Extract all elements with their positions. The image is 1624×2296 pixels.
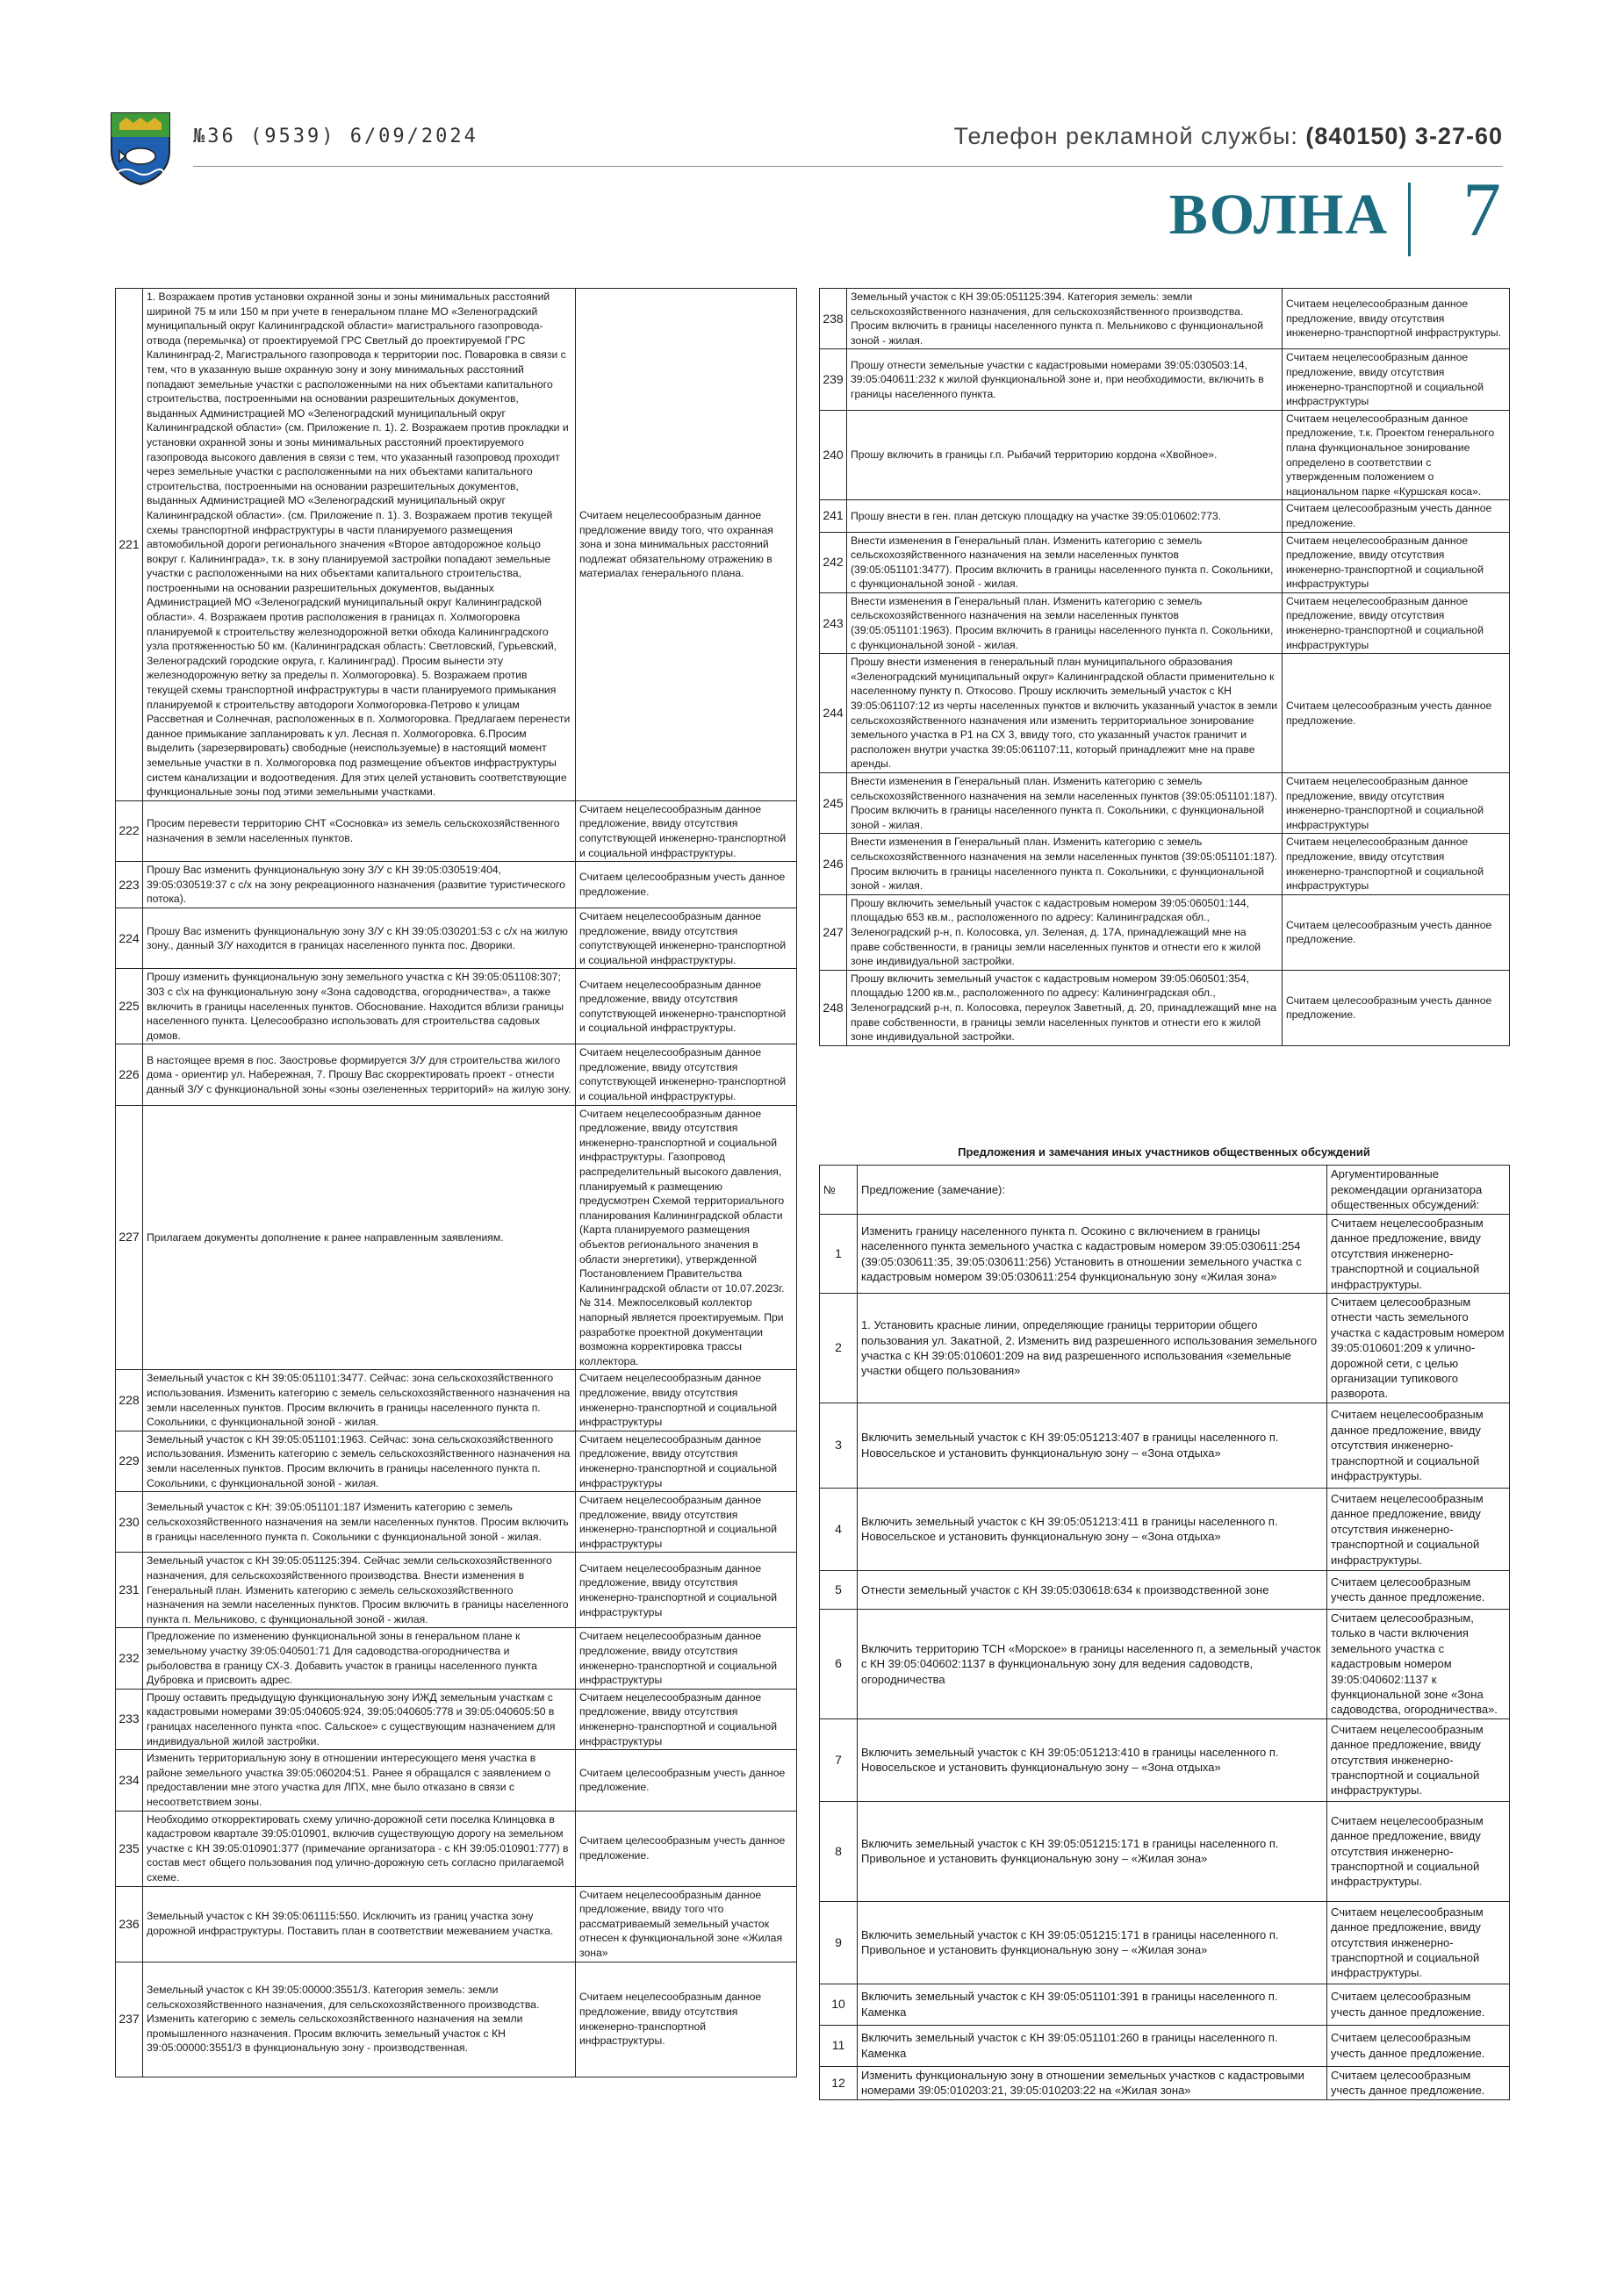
- row-number: 6: [820, 1609, 858, 1718]
- participant-row: [820, 1801, 1510, 1901]
- recommendation-text: Считаем целесообразным учесть данное предложение.: [1327, 2025, 1510, 2066]
- recommendation-text: Считаем целесообразным, только в части включения земельного участка с кадастровым номером 39:05:040602:1137 к функциональной зоне «Зона садоводства, огородничества».: [1327, 1609, 1510, 1718]
- row-number: 227: [116, 1105, 143, 1370]
- recommendation-text: Считаем целесообразным учесть данное предложение.: [1327, 2066, 1510, 2099]
- proposal-text: Прошу отнести земельные участки с кадастровыми номерами 39:05:030503:14, 39:05:040611:232 к жилой функциональной зоне и, при необходимости, включить в границы населенного пункта.: [847, 349, 1283, 410]
- recommendation-text: Считаем целесообразным учесть данное предложение.: [1283, 894, 1510, 970]
- proposal-text: Прошу включить в границы г.п. Рыбачий территорию кордона «Хвойное».: [847, 410, 1283, 500]
- row-number: 223: [116, 862, 143, 908]
- table-row: [820, 532, 1510, 592]
- row-number: 235: [116, 1811, 143, 1886]
- table-row: [116, 1962, 797, 2077]
- row-number: 11: [820, 2025, 858, 2066]
- row-number: 237: [116, 1962, 143, 2077]
- proposal-text: Земельный участок с КН: 39:05:051101:187 Изменить категорию с земель сельскохозяйственного назначения на земли населенных пунктов. Просим включить в границы населенного пункта п. Сокольники с функциональной зоной - жилая.: [143, 1492, 576, 1553]
- table-row: [116, 862, 797, 908]
- recommendation-text: Считаем нецелесообразным данное предложение, ввиду отсутствия инженерно-транспортной и социальной инфраструктуры: [576, 1431, 797, 1491]
- ad-phone-label: Телефон рекламной службы:: [953, 123, 1298, 149]
- table-row: [116, 1811, 797, 1886]
- participant-row: [820, 1901, 1510, 1984]
- row-number: 12: [820, 2066, 858, 2099]
- row-number: 225: [116, 969, 143, 1044]
- table-row: [820, 654, 1510, 773]
- proposal-text: Включить территорию ТСН «Морское» в границы населенного п, а земельный участок с КН 39:05:040602:1137 в функциональную зону для ведения садоводств, огородничества: [858, 1609, 1327, 1718]
- row-number: 231: [116, 1553, 143, 1628]
- recommendation-text: Считаем нецелесообразным данное предложение, ввиду отсутствия инженерно-транспортной и социальной инфраструктуры.: [1327, 1718, 1510, 1801]
- other-participants-table: [819, 1165, 1510, 2100]
- row-number: 7: [820, 1718, 858, 1801]
- row-number: 222: [116, 800, 143, 861]
- table-row: [820, 410, 1510, 500]
- proposal-text: Прошу Вас изменить функциональную зону З/У с КН 39:05:030201:53 с с/х на жилую зону., данный З/У находится в границах населенного пункта пос. Дворики.: [143, 908, 576, 968]
- proposal-text: В настоящее время в пос. Заостровье формируется З/У для строительства жилого дома - ориентир ул. Набережная, 7. Прошу Вас скорректировать проект - отнести данный З/У с функциональной зоны «зоны озелененных территорий» на жилую зону.: [143, 1044, 576, 1105]
- proposal-text: Земельный участок с КН 39:05:061115:550. Исключить из границ участка зону дорожной инфраструктуры. Поставить план в соответствии межеванием участка.: [143, 1886, 576, 1962]
- recommendation-text: Считаем нецелесообразным данное предложение, ввиду отсутствия инженерно-транспортной и социальной инфраструктуры: [576, 1689, 797, 1749]
- recommendation-text: Считаем нецелесообразным данное предложение, ввиду отсутствия инженерно-транспортной и социальной инфраструктуры: [576, 1492, 797, 1553]
- table-row: [820, 834, 1510, 894]
- header-recommendation: Аргументированные рекомендации организатора общественных обсуждений:: [1327, 1166, 1510, 1215]
- proposal-text: Включить земельный участок с КН 39:05:051213:411 в границы населенного п. Новосельское и установить функциональную зону – «Зона отдыха»: [858, 1488, 1327, 1570]
- recommendation-text: Считаем целесообразным учесть данное предложение.: [1283, 500, 1510, 532]
- proposal-text: Прошу включить земельный участок с кадастровым номером 39:05:060501:144, площадью 653 кв.м., расположенного по адресу: Калининградская обл., Зеленоградский р-н, п. Колосовка, ул. Зеленая, д. 17А, принадлежащий мне на праве собственности, в границы земли населенных пунктов и отнести его к жилой зоне индивидуальной застройки.: [847, 894, 1283, 970]
- table-row: [116, 908, 797, 968]
- row-number: 9: [820, 1901, 858, 1984]
- participant-row: [820, 1718, 1510, 1801]
- proposal-text: Земельный участок с КН 39:05:051101:1963. Сейчас: зона сельскохозяйственного использования. Изменить категорию с земель сельскохозяйственного назначения на земли населенных пунктов. Просим включить в границы населенного пункта п. Сокольники, с функциональной зоной - жилая.: [143, 1431, 576, 1491]
- table-row: [820, 894, 1510, 970]
- recommendation-text: Считаем целесообразным учесть данное предложение.: [1327, 1984, 1510, 2025]
- row-number: 221: [116, 289, 143, 801]
- table-row: [820, 592, 1510, 653]
- table-row: [116, 1628, 797, 1689]
- proposal-text: Внести изменения в Генеральный план. Изменить категорию с земель сельскохозяйственного назначения на земли населенных пунктов (39:05:051101:1963). Просим включить в границы населенного пункта п. Сокольники, с функциональной зоной - жилая.: [847, 592, 1283, 653]
- participant-row: [820, 1984, 1510, 2025]
- recommendation-text: Считаем целесообразным учесть данное предложение.: [576, 862, 797, 908]
- row-number: 248: [820, 970, 847, 1045]
- recommendation-text: Считаем нецелесообразным данное предложение, ввиду отсутствия инженерно-транспортной и социальной инфраструктуры.: [1327, 1801, 1510, 1901]
- recommendation-text: Считаем нецелесообразным данное предложение, ввиду отсутствия сопутствующей инженерно-транспортной и социальной инфраструктуры.: [576, 1044, 797, 1105]
- proposal-text: Прошу Вас изменить функциональную зону З/У с КН 39:05:030519:404, 39:05:030519:37 с с/х на зону рекреационного назначения (развитие туристического потока).: [143, 862, 576, 908]
- proposal-text: Изменить границу населенного пункта п. Осокино с включением в границы населенного пункта земельного участка с кадастровым номером 39:05:030611:254 (39:05:030611:35, 39:05:030611:256) Установить в отношении земельного участка с кадастровым номером 39:05:030611:254 функциональную зону «Жилая зона»: [858, 1215, 1327, 1294]
- row-number: 224: [116, 908, 143, 968]
- table-row: [116, 1370, 797, 1431]
- row-number: 8: [820, 1801, 858, 1901]
- recommendation-text: Считаем нецелесообразным данное предложение, ввиду отсутствия сопутствующей инженерно-транспортной и социальной инфраструктуры.: [576, 908, 797, 968]
- proposal-text: Включить земельный участок с КН 39:05:051215:171 в границы населенного п. Привольное и установить функциональную зону – «Жилая зона»: [858, 1901, 1327, 1984]
- table-row: [820, 289, 1510, 349]
- coat-of-arms-logo: [109, 111, 172, 186]
- recommendation-text: Считаем нецелесообразным данное предложение, т.к. Проектом генерального плана функциональное зонирование определено в соответствии с утвержденным положением о национальном парке «Куршская коса».: [1283, 410, 1510, 500]
- table-row: [116, 800, 797, 861]
- recommendation-text: Считаем целесообразным учесть данное предложение.: [1283, 970, 1510, 1045]
- recommendation-text: Считаем нецелесообразным данное предложение, ввиду того что рассматриваемый земельный участок отнесен к функциональной зоне «Жилая зона»: [576, 1886, 797, 1962]
- participant-row: [820, 2025, 1510, 2066]
- row-number: 1: [820, 1215, 858, 1294]
- proposal-text: Земельный участок с КН 39:05:051125:394. Сейчас земли сельскохозяйственного назначения, для сельскохозяйственного производства. Внести изменения в Генеральный план. Изменить категорию с земель сельскохозяйственного назначения на земли населенных пунктов. Просим включить в границы населенного пункта п. Мельниково, с функциональной зоной - жилая.: [143, 1553, 576, 1628]
- table-row: [116, 1553, 797, 1628]
- recommendation-text: Считаем нецелесообразным данное предложение, ввиду отсутствия сопутствующей инженерно-транспортной и социальной инфраструктуры.: [576, 969, 797, 1044]
- table-row: [116, 289, 797, 801]
- recommendation-text: Считаем нецелесообразным данное предложение, ввиду отсутствия инженерно-транспортной и социальной инфраструктуры.: [1327, 1215, 1510, 1294]
- proposal-text: Включить земельный участок с КН 39:05:051213:410 в границы населенного п. Новосельское и установить функциональную зону – «Зона отдыха»: [858, 1718, 1327, 1801]
- recommendation-text: Считаем нецелесообразным данное предложение, ввиду отсутствия инженерно-транспортной и социальной инфраструктуры: [1283, 532, 1510, 592]
- recommendation-text: Считаем нецелесообразным данное предложение, ввиду отсутствия инженерно-транспортной и социальной инфраструктуры: [576, 1553, 797, 1628]
- participant-row: [820, 1570, 1510, 1609]
- table-row: [820, 970, 1510, 1045]
- recommendation-text: Считаем нецелесообразным данное предложение, ввиду отсутствия инженерно-транспортной и социальной инфраструктуры. Газопровод распределительный высокого давления, планируемый к размещению предусмотрен Схемой территориального планирования Калининградской области (Карта планируемого размещения объектов регионального значения в области энергетики), утвержденной Постановлением Правительства Калининградской области от 10.07.2023г. № 314. Межпоселковый коллектор напорный является проектируемым. При разработке проектной документации возможна корректировка трассы коллектора.: [576, 1105, 797, 1370]
- recommendation-text: Считаем нецелесообразным данное предложение, ввиду отсутствия сопутствующей инженерно-транспортной и социальной инфраструктуры.: [576, 800, 797, 861]
- row-number: 230: [116, 1492, 143, 1553]
- table-row: [820, 500, 1510, 532]
- table-row: [116, 1044, 797, 1105]
- row-number: 10: [820, 1984, 858, 2025]
- recommendation-text: Считаем целесообразным отнести часть земельного участка с кадастровым номером 39:05:010601:209 к улично-дорожной сети, с целью организации тупикового разворота.: [1327, 1294, 1510, 1403]
- proposal-text: Включить земельный участок с КН 39:05:051101:391 в границы населенного п. Каменка: [858, 1984, 1327, 2025]
- proposal-text: Прошу внести в ген. план детскую площадку на участке 39:05:010602:773.: [847, 500, 1283, 532]
- table-row: [116, 1689, 797, 1749]
- table-header-row: [820, 1166, 1510, 1215]
- participant-row: [820, 1294, 1510, 1403]
- proposal-text: Изменить территориальную зону в отношении интересующего меня участка в районе земельного участка 39:05:060204:51. Ранее я обращался с заявлением о предоставлении мне этого участка для ЛПХ, мне было отказано в связи с несоответствием зоны.: [143, 1750, 576, 1811]
- table-row: [820, 349, 1510, 410]
- table-row: [116, 1750, 797, 1811]
- row-number: 247: [820, 894, 847, 970]
- recommendation-text: Считаем нецелесообразным данное предложение, ввиду отсутствия инженерно-транспортной и социальной инфраструктуры.: [1327, 1488, 1510, 1570]
- row-number: 245: [820, 773, 847, 834]
- row-number: 233: [116, 1689, 143, 1749]
- recommendation-text: Считаем нецелесообразным данное предложение, ввиду отсутствия инженерно-транспортной и социальной инфраструктуры.: [1327, 1403, 1510, 1488]
- proposal-text: Внести изменения в Генеральный план. Изменить категорию с земель сельскохозяйственного назначения на земли населенных пунктов (39:05:051101:187). Просим включить в границы населенного пункта п. Сокольники, с функциональной зоной - жилая.: [847, 773, 1283, 834]
- recommendation-text: Считаем целесообразным учесть данное предложение.: [576, 1750, 797, 1811]
- row-number: 242: [820, 532, 847, 592]
- proposal-text: Включить земельный участок с КН 39:05:051213:407 в границы населенного п. Новосельское и установить функциональную зону – «Зона отдыха»: [858, 1403, 1327, 1488]
- proposal-text: Прошу внести изменения в генеральный план муниципального образования «Зеленоградский муниципальный округ» Калининградской области применительно к населенному пункту п. Откосово. Прошу исключить земельный участок с КН 39:05:061107:12 из черты населенных пунктов и включить указанный участок в земли сельскохозяйственного назначения или изменить территориальное зонирование земельного участка в Р1 на СХ 3, ввиду того, сто указанный участок граничит и расположен внутри участка 39:05:061107:11, который принадлежит мне на праве аренды.: [847, 654, 1283, 773]
- proposal-text: Прошу оставить предыдущую функциональную зону ИЖД земельным участкам с кадастровыми номерами 39:05:040605:924, 39:05:040605:778 и 39:05:040605:50 в границах населенного пункта «пос. Сальское» с существующим назначением для индивидуальной жилой застройки.: [143, 1689, 576, 1749]
- row-number: 226: [116, 1044, 143, 1105]
- proposal-text: Включить земельный участок с КН 39:05:051101:260 в границы населенного п. Каменка: [858, 2025, 1327, 2066]
- proposal-text: Просим перевести территорию СНТ «Сосновка» из земель сельскохозяйственного назначения в земли населенных пунктов.: [143, 800, 576, 861]
- row-number: 241: [820, 500, 847, 532]
- row-number: 246: [820, 834, 847, 894]
- proposal-text: Земельный участок с КН 39:05:051125:394. Категория земель: земли сельскохозяйственного назначения, для сельскохозяйственного производства. Просим включить в границы населенного пункта п. Мельниково с функциональной зоной - жилая.: [847, 289, 1283, 349]
- proposal-text: Внести изменения в Генеральный план. Изменить категорию с земель сельскохозяйственного назначения на земли населенных пунктов (39:05:051101:187). Просим включить в границы населенного пункта п. Сокольники, с функциональной зоной - жилая.: [847, 834, 1283, 894]
- row-number: 244: [820, 654, 847, 773]
- proposal-text: Изменить функциональную зону в отношении земельных участков с кадастровыми номерами 39:05:010203:21, 39:05:010203:22 на «Жилая зона»: [858, 2066, 1327, 2099]
- row-number: 229: [116, 1431, 143, 1491]
- recommendation-text: Считаем нецелесообразным данное предложение, ввиду отсутствия инженерно-транспортной и социальной инфраструктуры: [1283, 834, 1510, 894]
- header-number: №: [820, 1166, 858, 1215]
- participant-row: [820, 1215, 1510, 1294]
- table-row: [116, 1431, 797, 1491]
- proposal-text: Прилагаем документы дополнение к ранее направленным заявлениям.: [143, 1105, 576, 1370]
- recommendation-text: Считаем целесообразным учесть данное предложение.: [576, 1811, 797, 1886]
- proposal-text: Предложение по изменению функциональной зоны в генеральном плане к земельному участку 39:05:040501:71 Для садоводства-огородничества и рыболовства в границу СХ-3. Добавить участок в границы населенного пункта Дубровка и присвоить адрес.: [143, 1628, 576, 1689]
- masthead-separator: [1408, 183, 1411, 256]
- participant-row: [820, 1403, 1510, 1488]
- row-number: 2: [820, 1294, 858, 1403]
- proposal-text: Земельный участок с КН 39:05:051101:3477. Сейчас: зона сельскохозяйственного использования. Изменить категорию с земель сельскохозяйственного назначения на земли населенных пунктов. Просим включить в границы населенного пункта п. Сокольники, с функциональной зоной - жилая.: [143, 1370, 576, 1431]
- table-row: [116, 1105, 797, 1370]
- proposal-text: Отнести земельный участок с КН 39:05:030618:634 к производственной зоне: [858, 1570, 1327, 1609]
- masthead-title: ВОЛНА: [1168, 183, 1389, 247]
- table-row: [116, 1492, 797, 1553]
- header-divider: [193, 166, 1503, 167]
- table-row: [820, 773, 1510, 834]
- row-number: 236: [116, 1886, 143, 1962]
- recommendation-text: Считаем целесообразным учесть данное предложение.: [1283, 654, 1510, 773]
- page-number: 7: [1462, 168, 1501, 253]
- issue-number: №36 (9539) 6/09/2024: [193, 126, 478, 147]
- table-row: [116, 1886, 797, 1962]
- recommendation-text: Считаем нецелесообразным данное предложение, ввиду отсутствия инженерно-транспортной и социальной инфраструктуры.: [1327, 1901, 1510, 1984]
- recommendation-text: Считаем нецелесообразным данное предложение, ввиду отсутствия инженерно-транспортной инфраструктуры.: [1283, 289, 1510, 349]
- row-number: 232: [116, 1628, 143, 1689]
- participant-row: [820, 2066, 1510, 2099]
- proposal-text: 1. Установить красные линии, определяющие границы территории общего пользования ул. Закатной, 2. Изменить вид разрешенного использования земельного участка с КН 39:05:010601:209 на вид разрешенного использования «земельные участки общего пользования»: [858, 1294, 1327, 1403]
- proposal-text: Земельный участок с КН 39:05:00000:3551/3. Категория земель: земли сельскохозяйственного назначения, для сельскохозяйственного производства. Изменить категорию с земель сельскохозяйственного назначения на земли промышленного назначения. Просим включить земельный участок с КН 39:05:00000:3551/3 в функциональную зону - производственная.: [143, 1962, 576, 2077]
- row-number: 5: [820, 1570, 858, 1609]
- row-number: 243: [820, 592, 847, 653]
- proposal-text: Прошу изменить функциональную зону земельного участка с КН 39:05:051108:307; 303 с с\х на функциональную зону «Зона садоводства, огородничества», а также включить в границы населенных пунктов. Обоснование. Находится вблизи границы населенного пункта. Целесообразно использовать для строительства садовых домов.: [143, 969, 576, 1044]
- proposal-text: Внести изменения в Генеральный план. Изменить категорию с земель сельскохозяйственного назначения на земли населенных пунктов (39:05:051101:3477). Просим включить в границы населенного пункта п. Сокольники, с функциональной зоной - жилая.: [847, 532, 1283, 592]
- row-number: 4: [820, 1488, 858, 1570]
- ad-phone-number: (840150) 3-27-60: [1305, 123, 1503, 149]
- participant-row: [820, 1609, 1510, 1718]
- proposals-table-left: [115, 288, 797, 2077]
- recommendation-text: Считаем нецелесообразным данное предложение, ввиду отсутствия инженерно-транспортной и социальной инфраструктуры: [1283, 592, 1510, 653]
- ad-phone: [954, 123, 1503, 150]
- proposal-text: Необходимо откорректировать схему улично-дорожной сети поселка Клинцовка в кадастровом квартале 39:05:010901, включив существующую дорогу на земельном участке с КН 39:05:010901:377 (примечание организатора - с КН 39:05:010901:777) в состав мест общего пользования под улично-дорожную сеть согласно прилагаемой схеме.: [143, 1811, 576, 1886]
- row-number: 3: [820, 1403, 858, 1488]
- recommendation-text: Считаем нецелесообразным данное предложение, ввиду отсутствия инженерно-транспортной инфраструктуры.: [576, 1962, 797, 2077]
- row-number: 234: [116, 1750, 143, 1811]
- recommendation-text: Считаем нецелесообразным данное предложение, ввиду отсутствия инженерно-транспортной и социальной инфраструктуры: [576, 1628, 797, 1689]
- recommendation-text: Считаем нецелесообразным данное предложение, ввиду отсутствия инженерно-транспортной и социальной инфраструктуры: [1283, 349, 1510, 410]
- recommendation-text: Считаем нецелесообразным данное предложение, ввиду отсутствия инженерно-транспортной и социальной инфраструктуры: [1283, 773, 1510, 834]
- section-title: Предложения и замечания иных участников общественных обсуждений: [958, 1145, 1370, 1159]
- proposals-table-right: [819, 288, 1510, 1046]
- row-number: 240: [820, 410, 847, 500]
- row-number: 228: [116, 1370, 143, 1431]
- table-row: [116, 969, 797, 1044]
- row-number: 239: [820, 349, 847, 410]
- recommendation-text: Считаем нецелесообразным данное предложение ввиду того, что охранная зона и зона минимальных расстояний подлежат обязательному отражению в материалах генерального плана.: [576, 289, 797, 801]
- page-header: [0, 0, 1624, 263]
- proposal-text: Включить земельный участок с КН 39:05:051215:171 в границы населенного п. Привольное и установить функциональную зону – «Жилая зона»: [858, 1801, 1327, 1901]
- proposal-text: Прошу включить земельный участок с кадастровым номером 39:05:060501:354, площадью 1200 кв.м., расположенного по адресу: Калининградская обл., Зеленоградский р-н, п. Колосовка, переулок Заветный, д. 20, принадлежащий мне на праве собственности, в границы земли населенных пунктов и отнести его к жилой зоне индивидуальной застройки.: [847, 970, 1283, 1045]
- recommendation-text: Считаем нецелесообразным данное предложение, ввиду отсутствия инженерно-транспортной и социальной инфраструктуры: [576, 1370, 797, 1431]
- header-proposal: Предложение (замечание):: [858, 1166, 1327, 1215]
- participant-row: [820, 1488, 1510, 1570]
- row-number: 238: [820, 289, 847, 349]
- recommendation-text: Считаем целесообразным учесть данное предложение.: [1327, 1570, 1510, 1609]
- proposal-text: 1. Возражаем против установки охранной зоны и зоны минимальных расстояний шириной 75 м или 150 м при учете в генеральном плане МО «Зеленоградский муниципальный округ Калининградской области» магистрального газопровода-отвода (перемычка) от проектируемой ГРС Светлый до проектируемой ГРС Калининград-2, Магистрального газопровода к территории пос. Поваровка в связи с тем, что в указанную выше охранную зону и зону минимальных расстояний попадают земельные участки с расположенными на них объектами капитального строительства, построенными на основании разрешительных документов, выданных Администрацией МО «Зеленоградский муниципальный округ Калининградской области» (см. Приложение п. 1). 2. Возражаем против прокладки и установки охранной зоны и зоны минимальных расстояний проектируемого газопровода высокого давления в связи с тем, что указанный газопровод проходит через земельные участки с расположенными на них объектами капитального строительства, построенными на основании разрешительных документов, выданных Администрацией МО «Зеленоградский муниципальный округ Калининградской области». (см. Приложение п. 1). 3. Возражаем против текущей схемы транспортной инфраструктуры в части планируемого размещения автомобильной дороги регионального значения «Второе автодорожное кольцо вокруг г. Калининграда», т.к. в зону планируемой застройки попадают земельные участки с расположенными на них объектами капитального строительства, построенными на основании разрешительных документов, выданных Администрацией МО «Зеленоградский муниципальный округ Калининградской области». 4. Возражаем против расположения в границах п. Холмогоровка планируемой к строительству железнодорожной ветки обхода Калининградского узла протяженностью 50 км. (Калининградская область: Светловский, Гурьевский, Зеленоградский городские округа, г. Калининград). Просим вынести эту железнодорожную ветку за пределы п. Холмогоровка). 5. Возражаем против текущей схемы транспортной инфраструктуры в части планируемого примыкания планируемой к строительству автодороги Холмогоровка-Петрово к улицам Рассветная и Солнечная, расположенных в п. Холмогоровка. Предлагаем перенести данное примыкание запланировать к ул. Лесная п. Холмогоровка. 6.Просим выделить (зарезервировать) свободные (неиспользуемые) в настоящий момент земельные участки в п. Холмогоровка под размещение объектов инфраструктуры систем канализации и водоотведения. Для этих целей установить соответствующие функциональные зоны под этими земельными участками.: [143, 289, 576, 801]
